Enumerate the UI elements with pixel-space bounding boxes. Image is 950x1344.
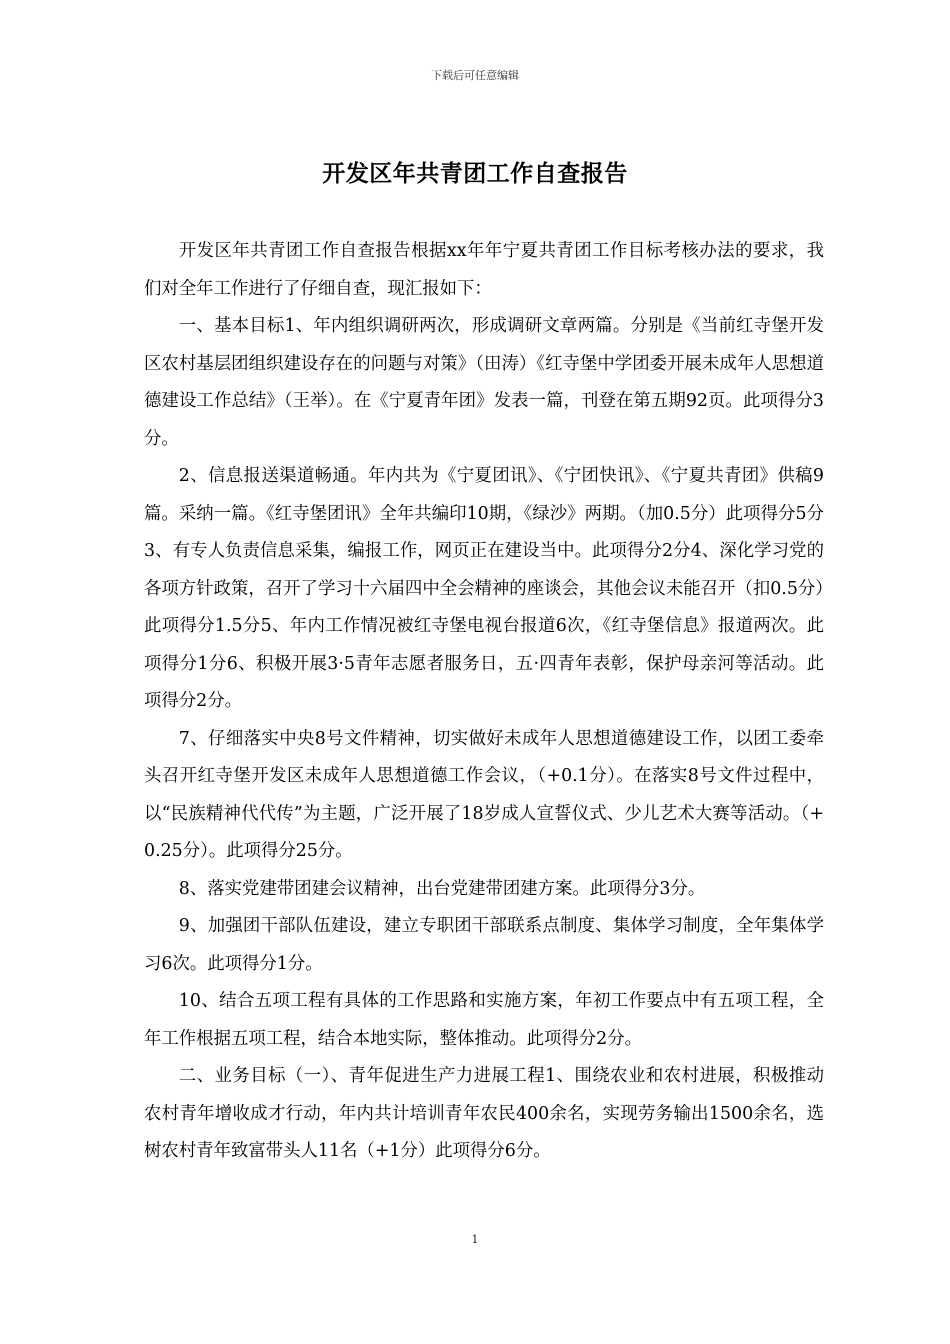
page-number: 1 xyxy=(471,1233,479,1246)
paragraph-item-8: 8、落实党建带团建会议精神，出台党建带团建方案。此项得分3分。 xyxy=(178,878,706,899)
paragraph-item-10: 10、结合五项工程有具体的工作思路和实施方案，年初工作要点中有五项工程，全年工作根据五项工程，结合本地实际，整体推动。此项得分2分。 xyxy=(144,991,824,1049)
page-header: 下载后可任意编辑 xyxy=(431,69,519,82)
document-body xyxy=(144,233,824,1171)
paragraph-business-goals: 二、业务目标（一）、青年促进生产力进展工程1、围绕农业和农村进展，积极推动农村青年增收成才行动，年内共计培训青年农民400余名，实现劳务输出1500余名，选树农村青年致富带头人11名（+1分）此项得分6分。 xyxy=(144,1066,824,1161)
paragraph-item-7: 7、仔细落实中央8号文件精神，切实做好未成年人思想道德建设工作，以团工委牵头召开红寺堡开发区未成年人思想道德工作会议，（+0.1分）。在落实8号文件过程中，以“民族精神代代传”为主题，广泛开展了18岁成人宣誓仪式、少儿艺术大赛等活动。（+0.25分）。此项得分25分。 xyxy=(144,728,824,861)
paragraph-information: 2、信息报送渠道畅通。年内共为《宁夏团讯》、《宁团快讯》、《宁夏共青团》供稿9篇。采纳一篇。《红寺堡团讯》全年共编印10期，《绿沙》两期。（加0.5分）此项得分5分3、有专人负责信息采集，编报工作，网页正在建设当中。此项得分2分4、深化学习党的各项方针政策，召开了学习十六届四中全会精神的座谈会，其他会议未能召开（扣0.5分）此项得分1.5分5、年内工作情况被红寺堡电视台报道6次，《红寺堡信息》报道两次。此项得分1分6、积极开展3·5青年志愿者服务日，五·四青年表彰，保护母亲河等活动。此项得分2分。 xyxy=(144,466,824,711)
paragraph-item-9: 9、加强团干部队伍建设，建立专职团干部联系点制度、集体学习制度，全年集体学习6次。此项得分1分。 xyxy=(144,916,824,974)
paragraph-intro: 开发区年共青团工作自查报告根据xx年年宁夏共青团工作目标考核办法的要求，我们对全年工作进行了仔细自查，现汇报如下： xyxy=(144,241,824,299)
paragraph-basic-goals: 一、基本目标1、年内组织调研两次，形成调研文章两篇。分别是《当前红寺堡开发区农村基层团组织建设存在的问题与对策》（田涛）《红寺堡中学团委开展未成年人思想道德建设工作总结》（王举）。在《宁夏青年团》发表一篇，刊登在第五期92页。此项得分3分。 xyxy=(144,316,824,449)
document-title: 开发区年共青团工作自查报告 xyxy=(322,160,628,187)
